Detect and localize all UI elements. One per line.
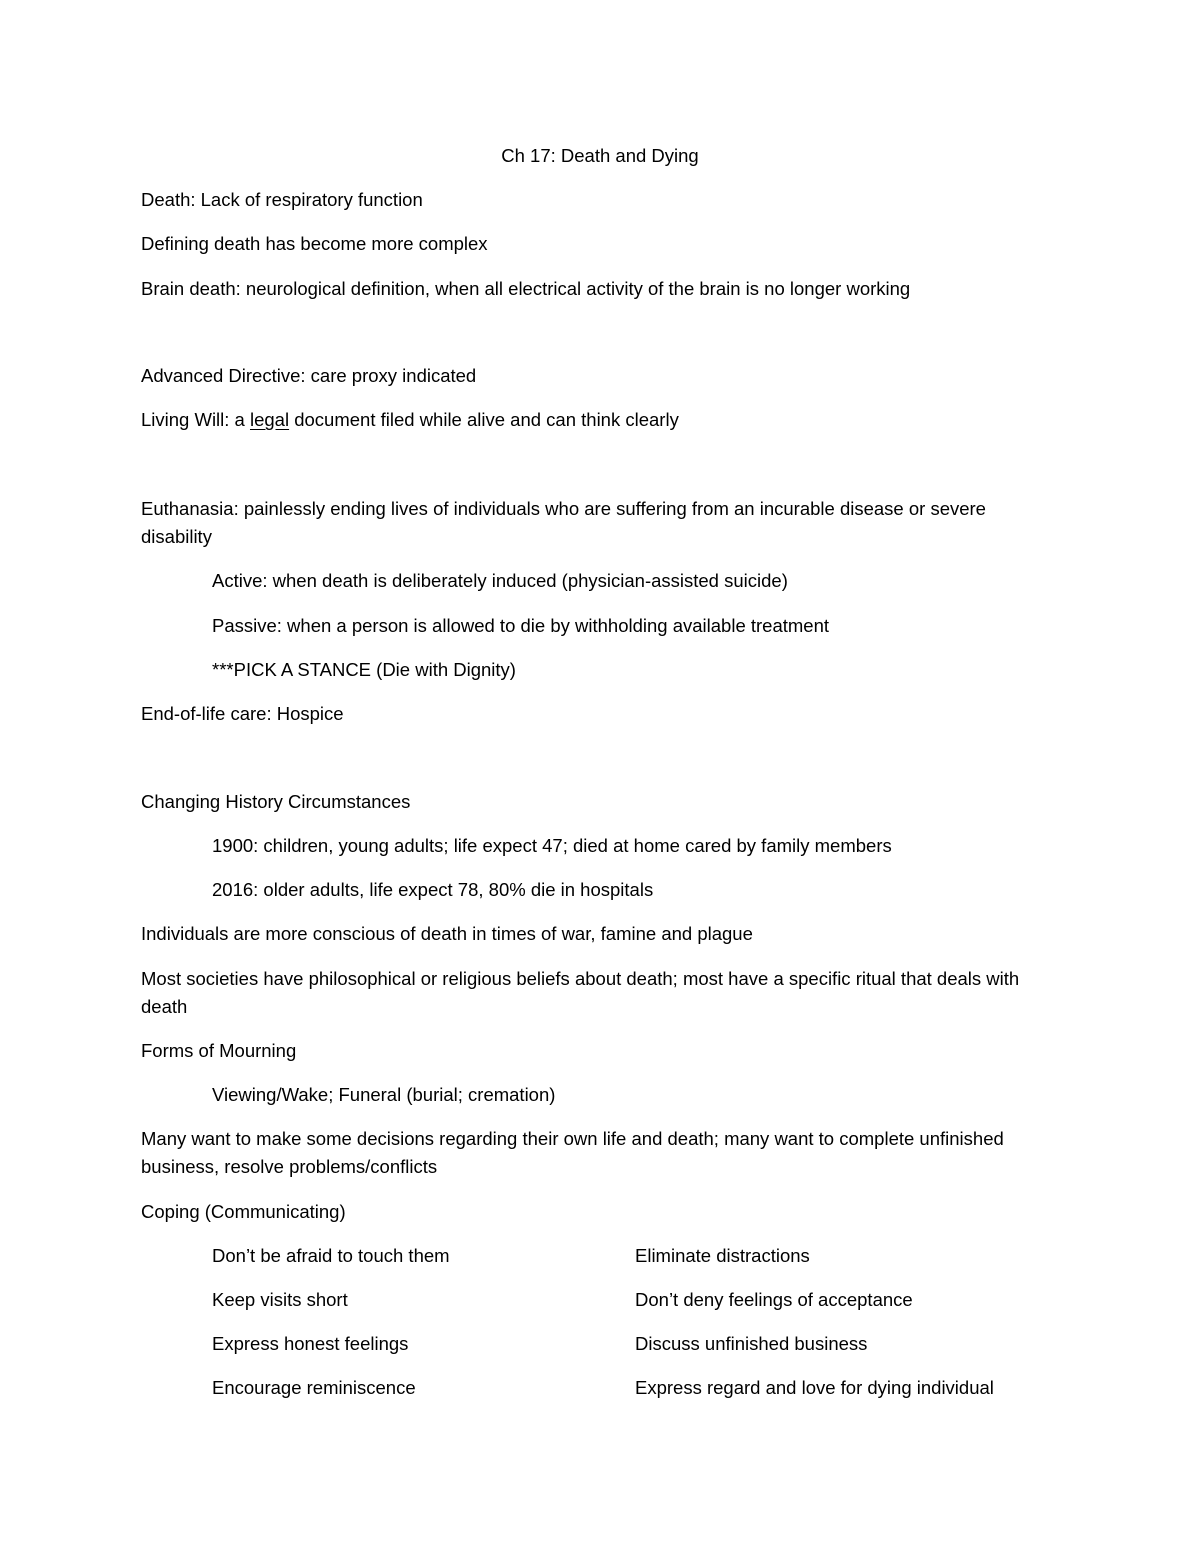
pick-a-stance-line: ***PICK A STANCE (Die with Dignity) [212,659,516,680]
passive-euthanasia-line: Passive: when a person is allowed to die by withholding available treatment [212,615,830,636]
defining-death-line: Defining death has become more complex [141,233,488,254]
euthanasia-line: Euthanasia: painlessly ending lives of individuals who are suffering from an incurable disease or severe disability [141,498,986,547]
end-of-life-line: End-of-life care: Hospice [141,703,344,724]
year-2016-line: 2016: older adults, life expect 78, 80% die in hospitals [212,879,654,900]
death-definition: Death: Lack of respiratory function [141,189,423,210]
coping-tip-right: Eliminate distractions [635,1245,810,1266]
coping-heading: Coping (Communicating) [141,1201,346,1222]
changing-history-heading: Changing History Circumstances [141,791,411,812]
active-euthanasia-line: Active: when death is deliberately induced (physician-assisted suicide) [212,570,788,591]
coping-tip-left: Keep visits short [212,1289,348,1310]
coping-tip-right: Discuss unfinished business [635,1333,868,1354]
page-title: Ch 17: Death and Dying [501,145,699,166]
living-will-prefix: Living Will: a [141,409,250,430]
coping-tip-right: Express regard and love for dying individual [635,1377,994,1398]
coping-tip-left: Don’t be afraid to touch them [212,1245,450,1266]
year-1900-line: 1900: children, young adults; life expect 47; died at home cared by family members [212,835,892,856]
societies-line: Most societies have philosophical or religious beliefs about death; most have a specific ritual that deals with death [141,968,1020,1017]
conscious-line: Individuals are more conscious of death in times of war, famine and plague [141,923,753,944]
living-will-underlined: legal [249,409,290,430]
living-will-line [141,406,679,434]
brain-death-line: Brain death: neurological definition, when all electrical activity of the brain is no longer working [141,278,911,299]
coping-tip-left: Express honest feelings [212,1333,409,1354]
advanced-directive-line: Advanced Directive: care proxy indicated [141,365,477,386]
living-will-suffix: document filed while alive and can think clearly [289,409,679,430]
coping-tip-left: Encourage reminiscence [212,1377,416,1398]
coping-tip-right: Don’t deny feelings of acceptance [635,1289,913,1310]
mourning-heading: Forms of Mourning [141,1040,297,1061]
viewing-line: Viewing/Wake; Funeral (burial; cremation) [212,1084,556,1105]
decisions-line: Many want to make some decisions regarding their own life and death; many want to complete unfinished business, resolve problems/conflicts [141,1128,1004,1177]
